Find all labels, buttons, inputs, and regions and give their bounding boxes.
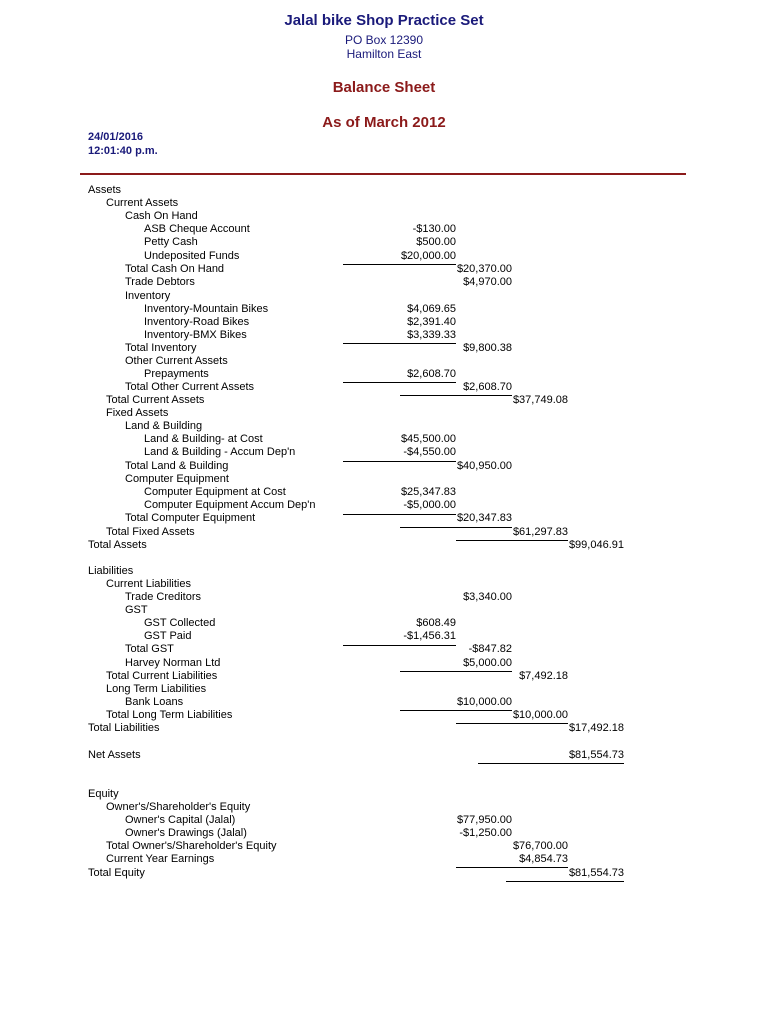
row-amount: $17,492.18 [568, 722, 624, 734]
subtotal-rule [400, 395, 512, 396]
subtotal-rule [400, 527, 512, 528]
row-amount: $500.00 [416, 236, 456, 248]
balance-row [0, 499, 768, 512]
row-amount: $4,854.73 [519, 853, 568, 865]
row-amount: $77,950.00 [456, 814, 512, 826]
row-label: Total Other Current Assets [125, 381, 254, 393]
row-amount: $81,554.73 [568, 867, 624, 879]
row-label: Total Assets [88, 539, 147, 551]
row-amount: $4,069.65 [407, 303, 456, 315]
row-label: Undeposited Funds [144, 250, 240, 262]
row-amount: $10,000.00 [512, 709, 568, 721]
balance-row [0, 539, 768, 552]
subtotal-rule [343, 343, 456, 344]
row-label: Inventory-Mountain Bikes [144, 303, 269, 315]
balance-row [0, 486, 768, 499]
balance-row [0, 683, 768, 696]
subtotal-rule [456, 867, 568, 868]
row-label: Total Equity [88, 867, 145, 879]
row-amount: $37,749.08 [512, 394, 568, 406]
row-label: Long Term Liabilities [106, 683, 207, 695]
balance-row [0, 670, 768, 683]
subtotal-rule [400, 671, 512, 672]
row-label: Equity [88, 788, 119, 800]
subtotal-rule [478, 763, 624, 764]
row-amount: $10,000.00 [456, 696, 512, 708]
row-label: Owner's Capital (Jalal) [125, 814, 236, 826]
balance-row [0, 657, 768, 670]
balance-row [0, 236, 768, 249]
address-line-2: Hamilton East [346, 47, 422, 61]
subtotal-rule [343, 514, 456, 515]
row-label: Assets [88, 184, 122, 196]
balance-row [0, 368, 768, 381]
subtotal-rule [343, 645, 456, 646]
row-label: Computer Equipment at Cost [144, 486, 286, 498]
balance-row [0, 316, 768, 329]
row-amount: $2,608.70 [463, 381, 512, 393]
row-label: Total Long Term Liabilities [106, 709, 233, 721]
balance-row [0, 840, 768, 853]
balance-row [0, 276, 768, 289]
balance-row [0, 329, 768, 342]
row-label: Land & Building [125, 420, 203, 432]
balance-row [0, 526, 768, 539]
subtotal-rule [506, 881, 624, 882]
balance-row [0, 394, 768, 407]
row-amount: $25,347.83 [400, 486, 456, 498]
row-amount: $2,391.40 [407, 316, 456, 328]
row-label: Current Liabilities [106, 578, 191, 590]
company-name: Jalal bike Shop Practice Set [284, 12, 484, 29]
balance-row [0, 604, 768, 617]
row-label: Liabilities [88, 565, 134, 577]
subtotal-rule [343, 382, 456, 383]
row-label: Total Liabilities [88, 722, 160, 734]
row-amount: -$1,456.31 [403, 630, 456, 642]
balance-row [0, 303, 768, 316]
header-divider [80, 173, 686, 175]
balance-row [0, 290, 768, 303]
row-label: Total Owner's/Shareholder's Equity [106, 840, 277, 852]
row-label: Total Cash On Hand [125, 263, 225, 275]
row-label: Total Current Liabilities [106, 670, 218, 682]
row-amount: $608.49 [416, 617, 456, 629]
report-time: 12:01:40 p.m. [88, 145, 158, 157]
balance-row [0, 801, 768, 814]
balance-row [0, 420, 768, 433]
balance-row [0, 749, 768, 762]
subtotal-rule [456, 723, 568, 724]
balance-row [0, 184, 768, 197]
row-amount: $3,340.00 [463, 591, 512, 603]
subtotal-rule [400, 710, 512, 711]
row-label: Harvey Norman Ltd [125, 657, 221, 669]
row-label: Total Computer Equipment [125, 512, 256, 524]
row-label: Land & Building - Accum Dep'n [144, 446, 296, 458]
row-amount: $61,297.83 [512, 526, 568, 538]
row-label: Trade Debtors [125, 276, 195, 288]
row-label: Total GST [125, 643, 174, 655]
balance-row [0, 433, 768, 446]
row-label: Fixed Assets [106, 407, 169, 419]
row-amount: -$4,550.00 [403, 446, 456, 458]
subtotal-rule [343, 461, 456, 462]
row-amount: $40,950.00 [456, 460, 512, 472]
subtotal-rule [456, 540, 568, 541]
row-amount: $20,000.00 [400, 250, 456, 262]
row-label: Total Fixed Assets [106, 526, 195, 538]
row-label: Net Assets [88, 749, 141, 761]
address-line-1: PO Box 12390 [344, 33, 424, 47]
row-label: Total Inventory [125, 342, 197, 354]
balance-row [0, 355, 768, 368]
balance-row [0, 696, 768, 709]
row-label: Other Current Assets [125, 355, 228, 367]
row-label: Inventory-Road Bikes [144, 316, 250, 328]
report-period: As of March 2012 [322, 114, 446, 131]
balance-row [0, 867, 768, 880]
row-amount: -$130.00 [412, 223, 456, 235]
balance-row [0, 446, 768, 459]
row-amount: $7,492.18 [519, 670, 568, 682]
balance-row [0, 210, 768, 223]
row-amount: $4,970.00 [463, 276, 512, 288]
balance-row [0, 630, 768, 643]
row-label: Current Assets [106, 197, 179, 209]
row-amount: $3,339.33 [407, 329, 456, 341]
row-amount: $99,046.91 [568, 539, 624, 551]
row-label: Inventory [125, 290, 171, 302]
row-label: ASB Cheque Account [144, 223, 250, 235]
row-label: GST [125, 604, 148, 616]
row-label: Current Year Earnings [106, 853, 215, 865]
balance-row [0, 709, 768, 722]
subtotal-rule [343, 264, 456, 265]
row-amount: -$5,000.00 [403, 499, 456, 511]
balance-row [0, 197, 768, 210]
balance-row [0, 578, 768, 591]
row-amount: $20,347.83 [456, 512, 512, 524]
balance-row [0, 827, 768, 840]
row-amount: -$847.82 [468, 643, 512, 655]
report-title: Balance Sheet [332, 79, 436, 96]
balance-row [0, 565, 768, 578]
balance-row [0, 591, 768, 604]
balance-row [0, 407, 768, 420]
row-amount: $76,700.00 [512, 840, 568, 852]
row-label: Total Land & Building [125, 460, 229, 472]
balance-row [0, 814, 768, 827]
balance-row [0, 722, 768, 735]
balance-row [0, 788, 768, 801]
row-label: Owner's/Shareholder's Equity [106, 801, 251, 813]
row-amount: $9,800.38 [463, 342, 512, 354]
row-label: Bank Loans [125, 696, 184, 708]
row-label: Cash On Hand [125, 210, 198, 222]
row-label: Total Current Assets [106, 394, 205, 406]
balance-row [0, 853, 768, 866]
row-label: Computer Equipment Accum Dep'n [144, 499, 316, 511]
row-amount: $5,000.00 [463, 657, 512, 669]
balance-row [0, 250, 768, 263]
row-label: Inventory-BMX Bikes [144, 329, 247, 341]
row-label: Trade Creditors [125, 591, 202, 603]
report-date: 24/01/2016 [88, 131, 144, 143]
row-label: Prepayments [144, 368, 209, 380]
row-label: GST Collected [144, 617, 216, 629]
balance-row [0, 223, 768, 236]
row-label: Owner's Drawings (Jalal) [125, 827, 247, 839]
row-amount: $2,608.70 [407, 368, 456, 380]
balance-row [0, 617, 768, 630]
row-amount: $45,500.00 [400, 433, 456, 445]
row-amount: $20,370.00 [456, 263, 512, 275]
row-amount: -$1,250.00 [459, 827, 512, 839]
row-label: Computer Equipment [125, 473, 229, 485]
row-label: Land & Building- at Cost [144, 433, 263, 445]
balance-row [0, 473, 768, 486]
row-amount: $81,554.73 [568, 749, 624, 761]
row-label: Petty Cash [144, 236, 198, 248]
row-label: GST Paid [144, 630, 192, 642]
